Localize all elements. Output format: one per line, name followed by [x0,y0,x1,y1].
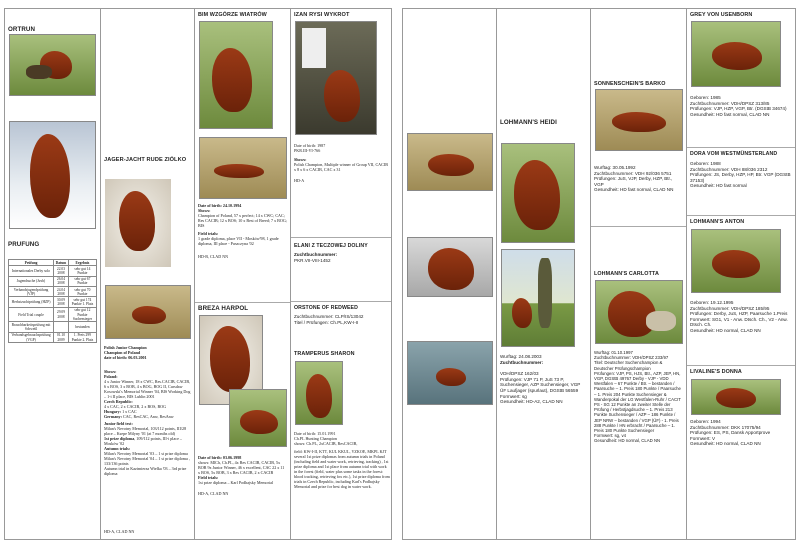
heidi-wurf: Wurftag: 24.08.2003 [500,354,542,359]
tram-details [294,431,390,489]
dora-geb: Geboren: 1988 [690,161,721,166]
livaline-ges: Gesundheit: HD normal, CLAD NN [690,441,761,447]
carlotta-pruf: Prüfungen: VJP, PS, HJS, Btr., AZP, JEP, HN, VGP, DGStB 49767 Derby - VJP - VDD Westfalen – 67 Punkte / Btr. – bestanden / Paarsuche – 1. Preis 180 Punkte / Paarsuche – 1. Preis 204 Punkte Suchensieger & Wanderpokal der LG Westfalen-Ruhr / CACIT PS - SG 12 Punkte an zweiter Stelle der Prüfung / Herbstjagdsuche – 1. Preis 213 Punkte Suchensieger / AZP – 186 Punkte / JEP NRW – bestanden / VGP (ÜF) - 1. Preis 288 Punkte / HN erbracht / Paarsuche – 1. Preis 180 Punkte Suchensieger [594,370,681,434]
anton-form: Formwert: SG1, V1 - Anw. Dtsch. Ch., V2 - Anw. Dtsch. Ch. [690,316,788,328]
hungary-text: 1 x CAC [122,409,137,414]
diploma-text: , 109/112 points, III-i place – Mosków '02 [104,436,182,446]
anton-geb: Geboren: 19.12.1995 [690,300,734,305]
junior-label: Junior field test: [104,421,133,426]
barko-ges: Gesundheit: HD fast normal, CLAD NN [594,187,674,193]
izan-title: IZAN RYSI WYKROT [294,12,350,18]
elani-label: Zuchtbuchnummer: [294,252,338,257]
poland-label: Poland: [104,374,118,379]
heidi-photo-hunter [501,249,575,347]
grey-details [690,95,794,117]
jager-photo-portrait [105,179,171,267]
table-cell: sehr gut 70 Punkte [68,287,96,297]
carlotta-ges: Gesundheit: HD normal, CLAD NN [594,438,661,444]
livaline-zb: Zuchtbuchnummer: DKK 17075/94 [690,424,761,430]
left-page [4,8,392,540]
elani-num: PKR.VII-VIII-1452 [294,257,331,263]
barko-zb: Zuchtbuchnummer: VDH 92/036 5751 [594,170,672,176]
table-cell: sehr gut 12 Punkte Suchensieger [68,307,96,322]
diploma-label: 1st prize diploma [104,436,135,441]
anton-pruf: Prüfungen: Derby, JuS, HZP, Paarsuche 1.Preis [690,311,788,317]
table-cell: Herbstzuchtprüfung (HZP) [9,297,54,307]
anton-details [690,300,794,334]
dora-title: DORA VOM WESTMÜNSTERLAND [690,151,778,157]
table-cell: 01.10 2009 [54,332,69,342]
carlotta-details [594,350,683,444]
breza-shows: shows: MlCh, Ch.PL, 4x Res CACIB, CACIB, 5x BOB 9x Junior Winner, 46 x excellent, CAC 22 x 11 x BOS, 5x BOB, 3 x Res CACIB, 2 x CACIB [198,460,285,475]
bim-shows-label: Shows: [198,208,211,213]
izan-photo [295,21,377,135]
heidi-zb-label: Zuchtbuchnummer: [500,359,544,365]
table-cell: Field Trial couple [9,307,54,322]
table-cell [54,322,69,332]
barko-title: SONNENSCHEIN'S BARKO [594,81,666,87]
grey-photo [691,21,781,87]
table-cell: 1. Preis 299 Punkte 2. Platz [68,332,96,342]
livaline-details [690,419,794,447]
autumn-line: Milan's Nevotny Memorial '04 – 1 st prize diploma , 133/136 points [104,456,190,466]
table-cell: 26.04 2008 [54,276,69,286]
grey-title: GREY VON USENBORN [690,12,753,18]
bim-hd: HD-B, CLAD NN [198,254,229,259]
orstone-block [294,305,390,325]
table-row [9,307,97,322]
table-cell: 22.03 2008 [54,266,69,276]
heidi-photo-field [407,133,493,191]
carlotta-form: Formwert: sg, v4 [594,433,626,439]
bim-field: 1 grade diploma, place VII - Mosków'98, 1 grade diploma, III place - Puszczyna '02 [198,236,279,246]
izan-reg: PKR.III-VI-766 [294,148,321,153]
bim-photo-1 [199,21,273,129]
ortrun-title: ORTRUN [8,26,36,33]
anton-zb: Zuchtbuchnummer: VDH/DPSZ 185/95 [690,305,770,311]
left-col-jager [101,9,195,539]
left-col-izan [291,9,392,539]
tram-ch: Ch.PL Hunting Champion [294,436,337,441]
grey-zb: Zuchtbuchnummer: VDH/DPSZ 313/85 [690,100,770,106]
czech-text: 4 x CAC, 2 x CACIB, 2 x BOS, BOG [104,404,167,409]
shows-label: Shows: [104,369,117,374]
bim-field-label: Field trials: [198,231,219,236]
heidi-ges: Gesundheit: HD-A2, CLAD NN [500,399,563,405]
right-col-grey-dora [687,9,796,539]
poland-text: 4 x Junior Winner, 18 x CWC, Res.CACIB, CACIB, 6 x BOS, 3 x BOB, 4 x BOG, BOG II, Cursdaw Kosowski's Memorial Winner '04, BIS Working Dog – 1-i II place, BIS Lublin 2001 [104,379,191,399]
table-row [9,322,97,332]
livaline-photo [691,379,781,415]
breza-dob: Date of birth: 03.06.1998 [198,455,242,460]
dora-ges: Gesundheit: HD fast normal [690,183,747,189]
table-cell: 30.09 2008 [54,297,69,307]
table-cell: sehr gut 174 Punkte 1. Platz [68,297,96,307]
ortrun-photo-1 [9,34,96,96]
table-row [9,276,97,286]
bim-details [198,203,287,259]
germany-text: CAC, ResCAC, Anw, ResAnw [123,414,174,419]
breza-photo-2 [229,389,287,447]
carlotta-wurf: Wurftag: 01.10.1997 [594,350,633,355]
izan-shows: Polish Champion, Multiple winner of Group VII, CACIB x 8 x 6 x CACIB, CAC x 31 [294,162,388,172]
barko-wurf: Wurftag: 30.05.1992 [594,165,636,170]
right-page [402,8,796,540]
tram-field: field: KW-I-II, KTT, KUL KKUL, VZKOE, MKPL KJT several 1st prize diplomas from autumn trials in Poland (including field and water work, retrieving, tracking) , 1st prize diploma and 1st place from autumn trial with work in the forest (field, water plus some tasks in the forest: blood tracking, retrieving fox etc.), 1st prize diploma from trials in Czech Republic, including Karl's Podhajsky Memorial and prize for best dog in water work. [294,449,390,489]
breza-title: BREZA HARPOL [198,305,249,312]
carlotta-titel: Titel: Deutscher Suchenchampion & Deutscher Prüfungschampion [594,360,663,371]
table-cell: Internationales Derby solo [9,266,54,276]
heidi-zb: VDH/DPSZ 162/03 [500,371,539,377]
table-cell: sehr gut 67 Punkte [68,276,96,286]
table-cell: 29.09 2008 [54,307,69,322]
table-header: Prüfung [9,260,54,266]
table-row [9,287,97,297]
heidi-title: LOHMANN'S HEIDI [500,119,557,126]
heidi-form: Formwert: sg [500,393,527,399]
ortrun-photo-2 [9,121,96,229]
table-row [9,266,97,276]
tram-photo [295,361,343,425]
jager-title: JAGER-JACHT RUDE ZIÓLKO [104,157,187,163]
breza-hd: HD-A, CLAD NN [198,491,229,496]
izan-hd: HD-A [294,178,305,183]
tram-title: TRAMPERUS SHARON [294,351,355,357]
jager-photo-litter [105,285,191,339]
table-cell: Verbandsgebrauchsprüfung (VGP) [9,332,54,342]
dora-pruf: Prüfungen: JS, Derby, HZP, HP, Btr. VGP (DGStB 37153) [690,172,791,183]
prufung-title: PRUFUNG [8,241,40,248]
anton-title: LOHMANN'S ANTON [690,219,745,225]
izan-shows-label: Shows: [294,157,307,162]
table-cell: 24.04 2008 [54,287,69,297]
left-col-ortrun [5,9,101,539]
heidi-pruf: Prüfungen: VJP 71 P, JuS 73 P, Suchensieger, AZP Suchensieger, VGP ÜF Laufjager (spurlaut), DGStB 56559 [500,376,581,393]
right-col-photos [403,9,497,539]
jager-footer: HD-A, CLAD NN [104,529,135,534]
carlotta-title: LOHMANN'S CARLOTTA [594,271,659,277]
table-cell: Jugendsuche (Juvh) [9,276,54,286]
bim-dob: Date of birth: 24.10.1994 [198,203,242,208]
bim-shows: Champion of Poland, 57 x perfect; 14 x CWC; CAC; Res CACIB; 12 x BOS; 10 x Best of Breed; 7 x BOG; BIS [198,213,287,228]
table-cell: Brauchbarkeitsprüfung mit Schweiß [9,322,54,332]
jager-caption-line: date of birth: 06.03.2001 [104,355,147,360]
orstone-title: ORSTONE OF REDWEED [294,305,358,311]
breza-field-label: Field trials: [198,475,219,480]
livaline-pruf: Prüfungen: ES, PS, Dansk Apportprove [690,430,771,436]
izan-dob: Date of birth: 1987 [294,143,326,148]
barko-pruf: Prüfungen: JuS, VJP, Derby, HZP, Btr., VGP [594,176,673,187]
results-table [8,259,97,343]
germany-label: Germany: [104,414,122,419]
jager-caption [104,345,191,360]
tram-dob: Date of birth: 15.01.1991 [294,431,336,436]
grey-geb: Geboren: 1985 [690,95,721,100]
grey-ges: Gesundheit: HD fast normal, CLAD NN [690,111,770,117]
junior-text: Milan's Nevotny Memorial, 103/112 points, III/28 place – Ksepe Milyny '01 (at 7 months old) [104,426,187,436]
bim-photo-2 [199,137,287,199]
breza-details [198,455,287,496]
livaline-form: Formwert: V [690,435,716,441]
right-col-heidi [497,9,591,539]
livaline-geb: Geboren: 1994 [690,419,721,424]
dora-zb: Zuchtbuchnummer: VDH 88/036 2312 [690,166,768,172]
table-cell: bestanden [68,322,96,332]
table-cell: Verbandsjugendprüfung (VJP) [9,287,54,297]
anton-photo [691,229,781,293]
czech-label: Czech Republic: [104,399,133,404]
right-col-barko-carlotta [591,9,687,539]
grey-pruf: Prüfungen: VJP, HZP, VGP, Btr. (DGStB 34674) [690,106,787,112]
table-cell: sehr gut 14 Punkte [68,266,96,276]
table-row [9,332,97,342]
jager-caption-line: Polish Junior Champion [104,345,147,350]
heidi-photo-water [407,341,493,405]
barko-details [594,165,683,193]
elani-block [294,243,390,263]
autumn-line: Milan's Nevotny Memorial '03 – 1 st prize diploma [104,451,188,456]
jager-details [104,369,191,476]
heidi-photo-bird [501,143,575,243]
bim-title: BIM WZGÓRZE WIATRÓW [198,12,267,18]
anton-ges: Gesundheit: HD normal, CLAD NN [690,327,761,333]
jager-caption-line: Champion of Poland [104,350,141,355]
autumn-label: Autumn trials: [104,446,131,451]
heidi-photo-portrait [407,237,493,297]
table-header: Datum [54,260,69,266]
breza-field: 1st prize diploma – Karl Podhajsky Memorial [198,480,274,485]
table-header: Ergebnis [68,260,96,266]
elani-title: ELANI Z TECZOWEJ DOLINY [294,243,368,249]
orstone-titel: Titel / Prüfungen: Ch.PL,KW-I-II [294,319,359,325]
barko-photo [595,89,683,151]
orstone-num: Zuchtbuchnummer: CLP/IS/13042 [294,314,364,319]
autumn-line: Autumn trial in Kazimierza Wielka '03 – 3rd prize diploma [104,466,187,476]
table-row [9,297,97,307]
livaline-title: LIVALINE'S DONNA [690,369,742,375]
dora-block [690,151,794,189]
heidi-details [500,354,587,405]
carlotta-photo [595,280,683,344]
tram-shows: shows: Ch.PL, 2xCACIB, ResCACIB, [294,441,358,446]
izan-details [294,143,390,183]
hungary-label: Hungary: [104,409,122,414]
left-col-bim-breza [195,9,291,539]
carlotta-zb: Zuchtbuchnummer: VDH/DPSZ 233/97 [594,355,669,361]
